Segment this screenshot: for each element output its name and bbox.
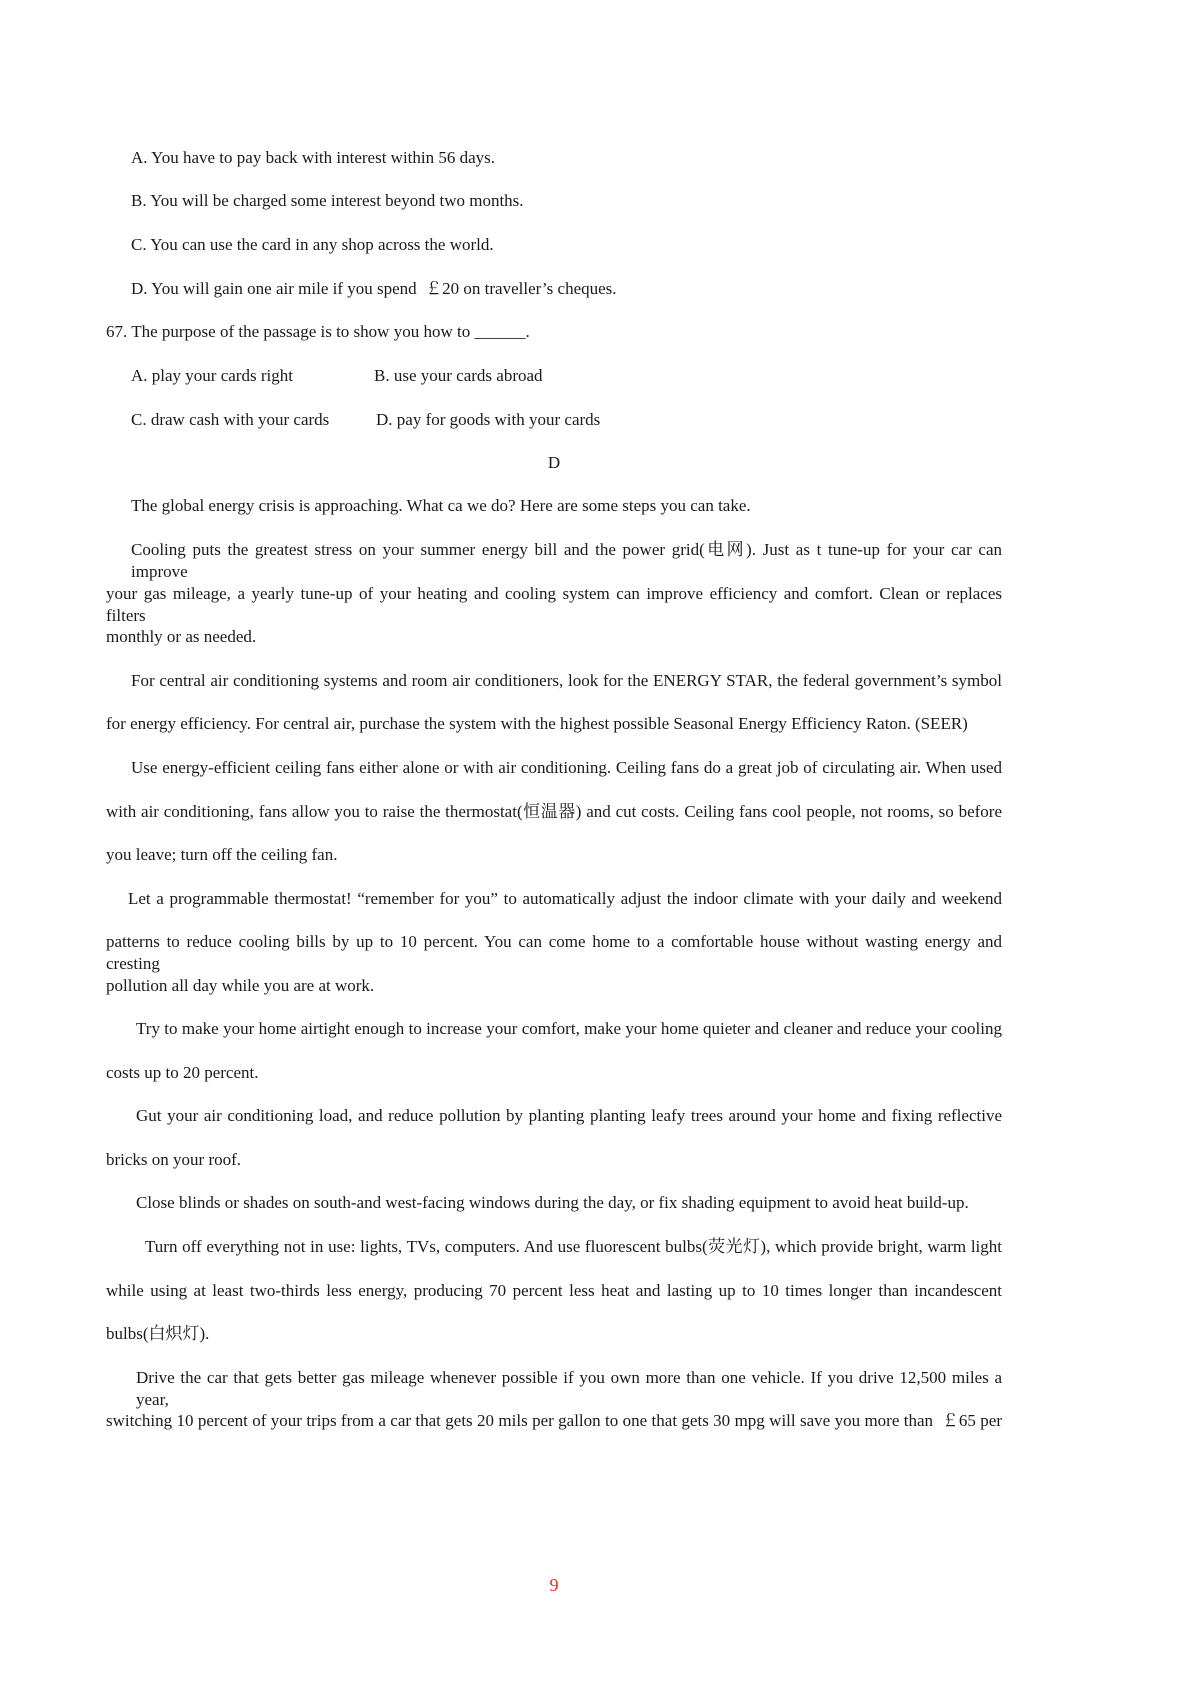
passage-p1-line1: Cooling puts the greatest stress on your summer energy bill and the power grid(电网). Just as t tune-up for your car can improve xyxy=(131,540,1002,581)
passage-p1-line2: your gas mileage, a yearly tune-up of your heating and cooling system can improve efficiency and comfort. Clean or replaces filters xyxy=(106,584,1002,625)
q67-option-a: A. play your cards right xyxy=(131,366,293,385)
passage-p3-line3: you leave; turn off the ceiling fan. xyxy=(106,845,338,864)
passage-p8-line1: Turn off everything not in use: lights, TVs, computers. And use fluorescent bulbs(荧光灯), which provide bright, warm light xyxy=(145,1237,1002,1256)
passage-p8-line3: bulbs(白炽灯). xyxy=(106,1324,210,1343)
q66-option-b: B. You will be charged some interest beyond two months. xyxy=(131,191,524,210)
passage-p9-line1: Drive the car that gets better gas mileage whenever possible if you own more than one vehicle. If you drive 12,500 miles a year, xyxy=(136,1368,1002,1409)
passage-p3-line1: Use energy-efficient ceiling fans either alone or with air conditioning. Ceiling fans do a great job of circulating air. When used xyxy=(131,758,1002,777)
q66-option-d: D. You will gain one air mile if you spend ￡20 on traveller’s cheques. xyxy=(131,279,617,298)
passage-p5-line2: costs up to 20 percent. xyxy=(106,1063,259,1082)
passage-p4-line3: pollution all day while you are at work. xyxy=(106,976,375,995)
passage-p2-line1: For central air conditioning systems and room air conditioners, look for the ENERGY STAR, the federal government’s symbol xyxy=(131,671,1002,690)
passage-p7-line1: Close blinds or shades on south-and west-facing windows during the day, or fix shading equipment to avoid heat build-up. xyxy=(136,1193,969,1212)
passage-p9-line2: switching 10 percent of your trips from a car that gets 20 mils per gallon to one that gets 30 mpg will save you more than ￡65 per xyxy=(106,1411,1002,1430)
passage-p3-line2: with air conditioning, fans allow you to raise the thermostat(恒温器) and cut costs. Ceiling fans cool people, not rooms, so before xyxy=(106,802,1002,821)
passage-p6-line1: Gut your air conditioning load, and reduce pollution by planting planting leafy trees around your home and fixing reflective xyxy=(136,1106,1002,1125)
page-number: 9 xyxy=(549,1575,559,1595)
section-label: D xyxy=(547,453,561,472)
q67-stem: 67. The purpose of the passage is to show you how to ______. xyxy=(106,322,530,341)
q67-option-c: C. draw cash with your cards xyxy=(131,410,330,429)
passage-intro: The global energy crisis is approaching. What ca we do? Here are some steps you can take. xyxy=(131,496,751,515)
passage-p8-line2: while using at least two-thirds less energy, producing 70 percent less heat and lasting up to 10 times longer than incandescent xyxy=(106,1281,1002,1300)
passage-p4-line1: Let a programmable thermostat! “remember for you” to automatically adjust the indoor climate with your daily and weekend xyxy=(128,889,1002,908)
passage-p2-line2: for energy efficiency. For central air, purchase the system with the highest possible Seasonal Energy Efficiency Raton. (SEER) xyxy=(106,714,968,733)
q66-option-a: A. You have to pay back with interest within 56 days. xyxy=(131,148,496,167)
passage-p5-line1: Try to make your home airtight enough to increase your comfort, make your home quieter and cleaner and reduce your cooling xyxy=(136,1019,1002,1038)
q67-option-d: D. pay for goods with your cards xyxy=(376,410,601,429)
q66-option-c: C. You can use the card in any shop across the world. xyxy=(131,235,494,254)
passage-p1-line3: monthly or as needed. xyxy=(106,627,257,646)
q67-option-b: B. use your cards abroad xyxy=(374,366,543,385)
passage-p4-line2: patterns to reduce cooling bills by up to 10 percent. You can come home to a comfortable house without wasting energy and cresting xyxy=(106,932,1002,973)
passage-p6-line2: bricks on your roof. xyxy=(106,1150,242,1169)
